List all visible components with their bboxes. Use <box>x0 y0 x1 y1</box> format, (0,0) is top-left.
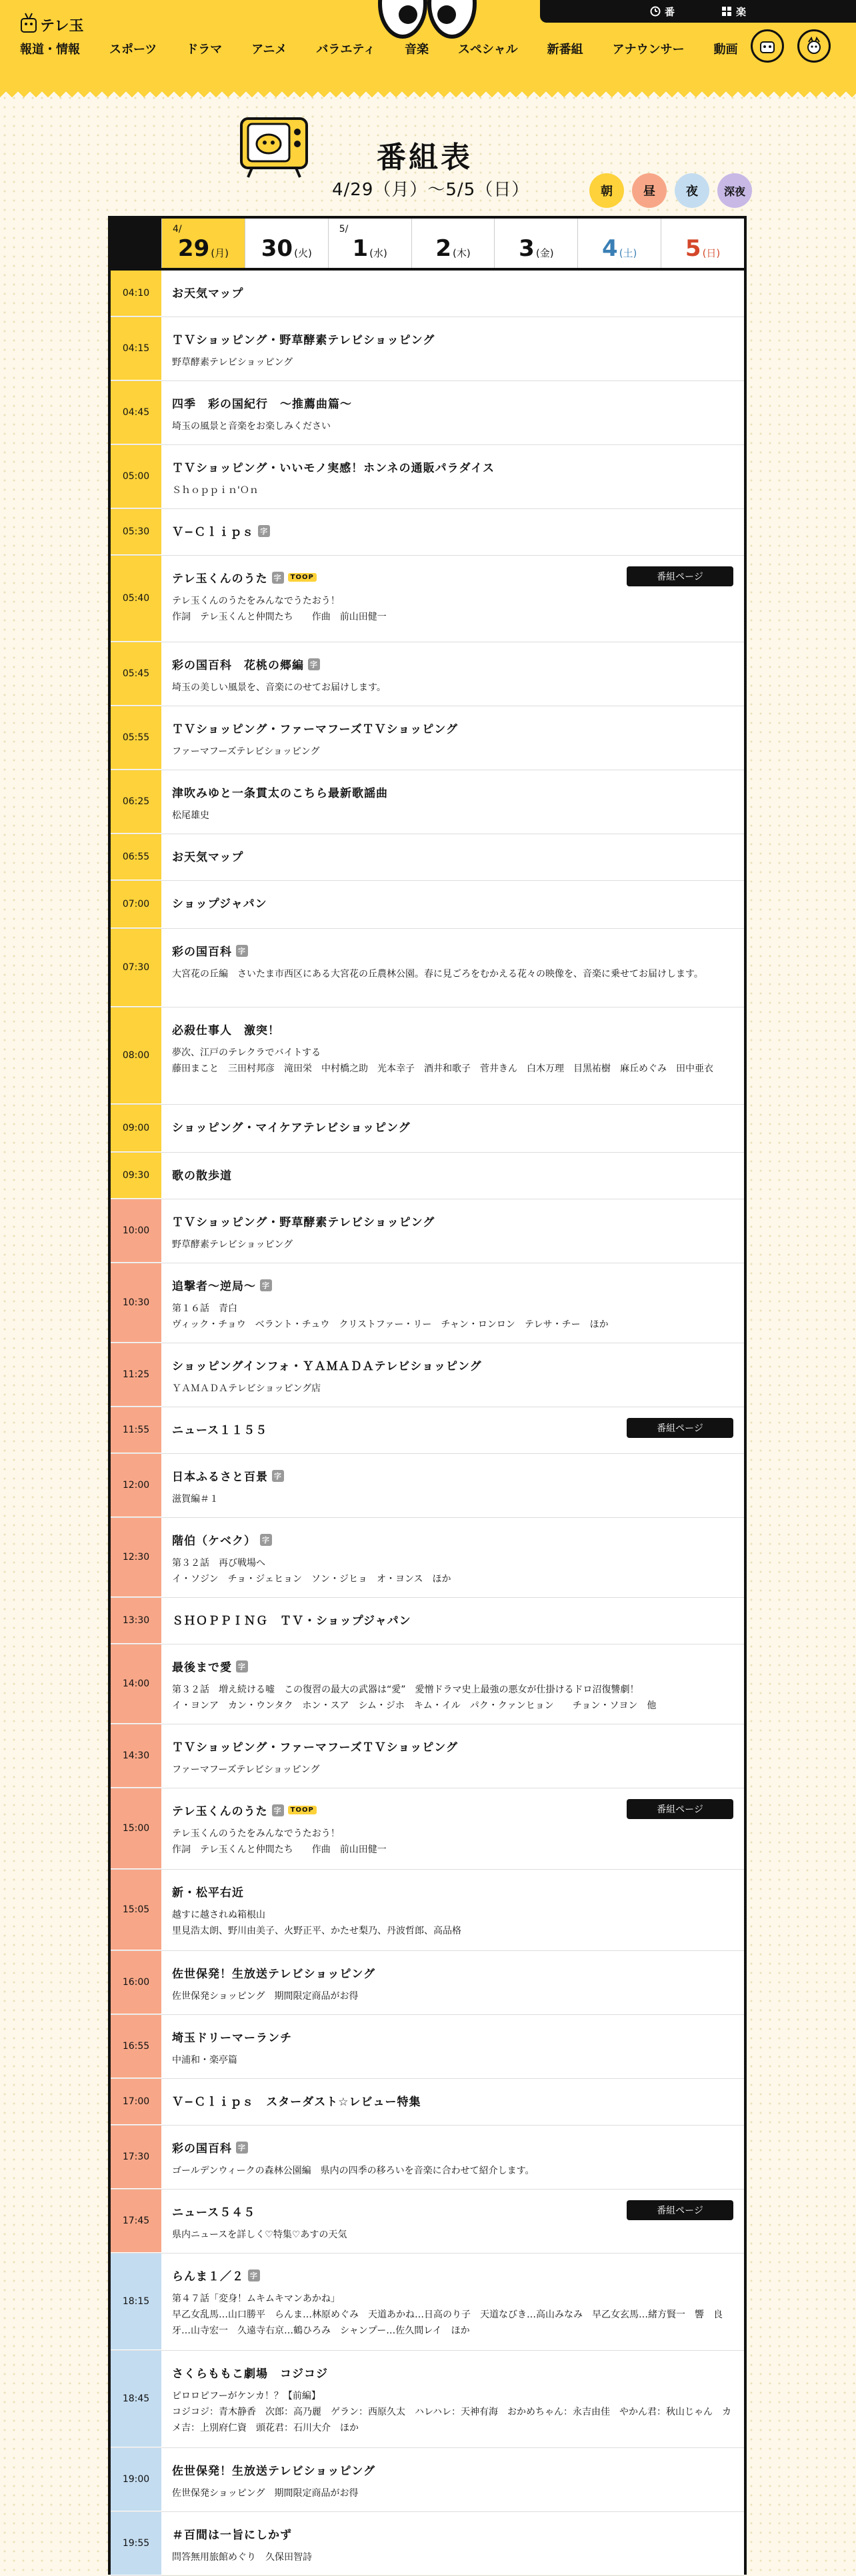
program-credits: ヴィック・チョウ ベラント・チュウ クリストファー・リー チャン・ロンロン テレサ・チー ほか <box>172 1319 609 1330</box>
page-title: 番組表 <box>377 141 473 175</box>
program-body <box>161 2126 744 2189</box>
program-description: ファーマフーズテレビショッピング <box>172 1764 320 1775</box>
program-title-text[interactable]: 彩の国百科 花桃の郷編 <box>172 659 304 672</box>
program-row[interactable] <box>111 1951 744 2015</box>
site-logo-text: テレ玉 <box>40 18 84 35</box>
program-title-text[interactable]: ニュース１１５５ <box>172 1424 268 1437</box>
topbar-schedule-label: 番 <box>664 5 675 18</box>
nav-drama[interactable]: ドラマ <box>186 43 223 57</box>
day-tabs <box>111 219 744 271</box>
program-description: 中浦和・楽亭篇 <box>172 2055 237 2066</box>
program-row[interactable] <box>111 770 744 834</box>
program-body <box>161 509 744 555</box>
program-time: 17:30 <box>111 2126 161 2189</box>
program-row[interactable] <box>111 1199 744 1263</box>
program-row[interactable] <box>111 1153 744 1199</box>
day-weekday: (日) <box>702 247 721 259</box>
day-tab-0430[interactable] <box>245 219 328 268</box>
program-title <box>172 1467 733 1484</box>
program-description: ファーマフーズテレビショッピング <box>172 746 320 757</box>
day-tab-0502[interactable] <box>411 219 495 268</box>
program-time: 18:45 <box>111 2351 161 2447</box>
program-title <box>172 2364 733 2381</box>
program-time: 05:45 <box>111 642 161 706</box>
program-time: 16:00 <box>111 1951 161 2014</box>
program-row[interactable] <box>111 1870 744 1951</box>
program-description: 野草酵素テレビショッピング <box>172 1239 293 1250</box>
day-tab-0505[interactable] <box>661 219 744 268</box>
program-description: 佐世保発ショッピング 期間限定商品がお得 <box>172 1991 359 2002</box>
program-description: 松尾雄史 <box>172 810 209 821</box>
subtitle-badge: 字 <box>236 2142 248 2154</box>
topbar-schedule-link[interactable] <box>650 5 675 19</box>
site-header <box>0 0 856 87</box>
program-row[interactable] <box>111 381 744 445</box>
program-time: 05:40 <box>111 556 161 642</box>
program-time: 12:30 <box>111 1518 161 1597</box>
nav-sports[interactable]: スポーツ <box>109 43 157 57</box>
telekun-face-icon <box>758 37 777 55</box>
program-row[interactable] <box>111 706 744 770</box>
program-title <box>172 2267 733 2283</box>
mascot-icon[interactable] <box>797 29 831 63</box>
day-weekday: (木) <box>452 247 471 259</box>
subtitle-badge: 字 <box>260 1534 272 1546</box>
program-title <box>172 1883 733 1900</box>
subtitle-badge: 字 <box>236 1660 248 1672</box>
program-body <box>161 556 744 642</box>
program-title-text[interactable]: 歌の散歩道 <box>172 1169 232 1183</box>
clock-icon <box>650 6 661 17</box>
program-row[interactable] <box>111 556 744 642</box>
tver-badge: TOOP <box>288 573 317 582</box>
program-title-text[interactable]: Ｖ−Ｃｌｉｐｓ <box>172 526 255 539</box>
program-title-text[interactable]: 四季 彩の国紀行 〜推薦曲篇〜 <box>172 398 352 411</box>
period-daytime-button[interactable]: 昼 <box>632 173 667 208</box>
program-time: 04:10 <box>111 271 161 317</box>
program-body <box>161 706 744 770</box>
program-title-text[interactable]: ショップジャパン <box>172 898 267 911</box>
subtitle-badge: 字 <box>236 945 248 957</box>
program-title <box>172 1658 733 1674</box>
program-time: 09:00 <box>111 1105 161 1152</box>
telekun-icon[interactable] <box>751 29 784 63</box>
program-row[interactable] <box>111 1724 744 1788</box>
program-description: ピロロピフーがケンカ！？【前編】 <box>172 2391 321 2401</box>
program-title-text[interactable]: ショッピング・マイケアテレビショッピング <box>172 1121 411 1135</box>
program-time: 14:00 <box>111 1644 161 1724</box>
program-body <box>161 2254 744 2350</box>
telekun-logo-icon <box>19 11 39 37</box>
nav-icon-group <box>751 29 831 63</box>
program-title <box>172 2139 733 2156</box>
program-title-text[interactable]: テレ玉くんのうた <box>172 572 268 586</box>
program-title-text[interactable]: お天気マップ <box>172 851 244 864</box>
program-credits: 里見浩太朗、野川由美子、火野正平、かたせ梨乃、丹波哲郎、高品格 <box>172 1925 461 1936</box>
day-number: 3 <box>519 235 535 262</box>
program-body <box>161 1951 744 2014</box>
program-time: 11:55 <box>111 1407 161 1453</box>
subtitle-badge: 字 <box>272 1470 284 1482</box>
program-time: 12:00 <box>111 1454 161 1517</box>
program-body <box>161 2512 744 2575</box>
program-body <box>161 1644 744 1724</box>
program-time: 15:05 <box>111 1870 161 1950</box>
program-time: 04:45 <box>111 381 161 444</box>
program-time: 06:25 <box>111 770 161 834</box>
program-row[interactable] <box>111 2126 744 2190</box>
program-title-text[interactable]: ＴＶショッピング・ファーマフーズＴＶショッピング <box>172 723 458 736</box>
program-body <box>161 271 744 317</box>
program-row[interactable] <box>111 2015 744 2079</box>
program-body <box>161 881 744 928</box>
program-title-text[interactable]: ＴＶショッピング・野草酵素テレビショッピング <box>172 334 435 347</box>
retro-tv-icon <box>237 115 311 179</box>
program-title-text[interactable]: 彩の国百科 <box>172 2142 232 2156</box>
program-row[interactable] <box>111 2079 744 2126</box>
program-title-text[interactable]: ＴＶショッピング・ファーマフーズＴＶショッピング <box>172 1741 458 1754</box>
program-title-text[interactable]: さくらももこ劇場 コジコジ <box>172 2367 328 2381</box>
program-time: 14:30 <box>111 1724 161 1788</box>
program-body <box>161 2351 744 2447</box>
program-title <box>172 2092 733 2109</box>
program-title <box>172 2028 733 2045</box>
program-credits: 作詞 テレ玉くんと仲間たち 作曲 前山田健一 <box>172 1844 387 1855</box>
program-body <box>161 381 744 444</box>
program-title <box>172 394 733 411</box>
program-title-text[interactable]: 階伯（ケベク） <box>172 1535 256 1548</box>
program-body <box>161 834 744 880</box>
program-body <box>161 1007 744 1104</box>
grid-icon <box>721 6 732 17</box>
nav-announcer[interactable]: アナウンサー <box>612 43 685 57</box>
program-title <box>172 1611 733 1628</box>
day-number: 4 <box>602 235 618 262</box>
top-utility-bar <box>540 0 856 23</box>
program-title <box>172 522 733 539</box>
program-title-text[interactable]: 彩の国百科 <box>172 946 232 959</box>
program-time: 07:00 <box>111 881 161 928</box>
program-time: 07:30 <box>111 929 161 1007</box>
program-body <box>161 770 744 834</box>
program-description: 佐世保発ショッピング 期間限定商品がお得 <box>172 2488 359 2499</box>
program-body <box>161 1343 744 1407</box>
program-title-text[interactable]: らんま１／２ <box>172 2270 244 2283</box>
program-title-text[interactable]: ニュース５４５ <box>172 2206 256 2220</box>
program-title <box>172 330 733 347</box>
program-time: 05:30 <box>111 509 161 555</box>
topbar-music-label: 楽 <box>736 5 747 18</box>
program-description: 第４７話「変身！ムキムキマンあかね」 <box>172 2293 340 2304</box>
program-page-button[interactable]: 番組ページ <box>627 1418 733 1438</box>
program-row[interactable] <box>111 445 744 509</box>
program-row[interactable] <box>111 929 744 1007</box>
program-credits: 藤田まこと 三田村邦彦 滝田栄 中村橋之助 光本幸子 酒井和歌子 菅井きん 白木万理 目黒祐樹 麻丘めぐみ 田中亜衣 <box>172 1063 713 1074</box>
subtitle-badge: 字 <box>260 1279 272 1291</box>
program-title-text[interactable]: ＴＶショッピング・野草酵素テレビショッピング <box>172 1216 435 1229</box>
program-time: 10:00 <box>111 1199 161 1263</box>
day-month: 5/ <box>339 224 349 235</box>
program-description: 第３２話 再び戦場へ <box>172 1558 265 1569</box>
program-description: ＹＡＭＡＤＡテレビショッピング店 <box>172 1383 321 1394</box>
subtitle-badge: 字 <box>248 2269 260 2281</box>
day-tab-0503[interactable] <box>494 219 577 268</box>
period-morning-button[interactable]: 朝 <box>589 173 624 208</box>
program-row[interactable] <box>111 271 744 317</box>
program-title <box>172 784 733 800</box>
day-number: 1 <box>352 235 369 262</box>
site-logo[interactable] <box>19 11 92 37</box>
program-title <box>172 894 733 911</box>
program-page-button[interactable]: 番組ページ <box>627 2200 733 2220</box>
period-evening-button[interactable]: 夜 <box>675 173 709 208</box>
program-title-text[interactable]: お天気マップ <box>172 287 244 301</box>
program-description: 県内ニュースを詳しく♡特集♡あすの天気 <box>172 2230 347 2240</box>
program-title <box>172 284 733 301</box>
program-row[interactable] <box>111 1407 744 1454</box>
day-tab-0501[interactable] <box>328 219 411 268</box>
program-time: 19:55 <box>111 2512 161 2575</box>
program-title <box>172 458 733 475</box>
subtitle-badge: 字 <box>272 572 284 584</box>
day-weekday: (火) <box>294 247 312 259</box>
program-body <box>161 2015 744 2078</box>
program-row[interactable] <box>111 2190 744 2254</box>
program-time: 04:15 <box>111 317 161 380</box>
program-row[interactable] <box>111 1518 744 1598</box>
program-title <box>172 1213 733 1229</box>
day-weekday: (土) <box>619 247 637 259</box>
program-title <box>172 1357 733 1373</box>
program-title-text[interactable]: 追撃者〜逆局〜 <box>172 1280 256 1293</box>
program-title <box>172 2461 733 2478</box>
program-row[interactable] <box>111 317 744 381</box>
program-title-text[interactable]: ショッピングインフォ・ＹＡＭＡＤＡテレビショッピング <box>172 1360 482 1373</box>
subtitle-badge: 字 <box>258 525 270 537</box>
program-body <box>161 1788 744 1869</box>
program-title-text[interactable]: Ｖ−Ｃｌｉｐｓ スターダスト☆レビュー特集 <box>172 2096 421 2109</box>
program-body <box>161 1870 744 1950</box>
program-row[interactable] <box>111 1644 744 1724</box>
day-number: 29 <box>177 235 210 262</box>
program-body <box>161 1199 744 1263</box>
program-title-text[interactable]: 新・松平右近 <box>172 1886 244 1900</box>
program-description: 滋賀編＃１ <box>172 1494 219 1505</box>
program-description: Ｓｈｏｐｐｉｎ'Ｏｎ <box>172 485 259 496</box>
subtitle-badge: 字 <box>272 1804 284 1816</box>
program-description: 問答無用旅館めぐり 久保田智詩 <box>172 2552 312 2563</box>
program-time: 06:55 <box>111 834 161 880</box>
program-body <box>161 1598 744 1644</box>
nav-music[interactable]: 音楽 <box>404 43 429 57</box>
day-tab-0504[interactable] <box>577 219 661 268</box>
program-title <box>172 1021 733 1037</box>
program-body <box>161 1407 744 1453</box>
day-weekday: (月) <box>211 247 229 259</box>
nav-video[interactable]: 動画 <box>713 43 738 57</box>
program-body <box>161 2448 744 2511</box>
program-row[interactable] <box>111 1007 744 1105</box>
program-row[interactable] <box>111 2351 744 2448</box>
program-time: 09:30 <box>111 1153 161 1199</box>
program-time: 18:15 <box>111 2254 161 2350</box>
program-body <box>161 1454 744 1517</box>
program-description: 大宮花の丘編 さいたま市西区にある大宮花の丘農林公園。春に見ごろをむかえる花々の映像を、音楽に乗せてお届けします。 <box>172 969 703 979</box>
program-title <box>172 1531 733 1548</box>
program-time: 15:00 <box>111 1788 161 1869</box>
program-row[interactable] <box>111 1105 744 1153</box>
program-body <box>161 1518 744 1597</box>
program-schedule <box>108 216 747 2575</box>
program-body <box>161 929 744 1007</box>
program-title-text[interactable]: 津吹みゆと一条貫太のこちら最新歌謡曲 <box>172 787 388 800</box>
nav-special[interactable]: スペシャル <box>457 43 518 57</box>
program-body <box>161 317 744 380</box>
program-description: テレ玉くんのうたをみんなでうたおう！ <box>172 1828 340 1839</box>
program-title <box>172 720 733 736</box>
program-title <box>172 1277 733 1293</box>
day-weekday: (金) <box>535 247 554 259</box>
program-title-text[interactable]: テレ玉くんのうた <box>172 1805 268 1818</box>
program-title <box>172 942 733 959</box>
program-description: 第１６話 青白 <box>172 1303 237 1314</box>
program-description: 第３２話 増え続ける嘘 この復習の最大の武器は“愛” 愛憎ドラマ史上最強の悪女が仕掛けるドロ沼復讐劇！ <box>172 1684 639 1695</box>
program-time: 17:00 <box>111 2079 161 2125</box>
period-latenight-button[interactable]: 深夜 <box>717 173 752 208</box>
program-time: 17:45 <box>111 2190 161 2253</box>
day-month: 4/ <box>173 224 182 235</box>
program-row[interactable] <box>111 642 744 706</box>
program-description: 夢次、江戸のテレクラでバイトする <box>172 1047 321 1058</box>
program-title <box>172 848 733 864</box>
program-time: 05:55 <box>111 706 161 770</box>
program-title-text[interactable]: ＴＶショッピング・いいモノ実感！ホンネの通販パラダイス <box>172 462 495 475</box>
program-body <box>161 1724 744 1788</box>
program-description: テレ玉くんのうたをみんなでうたおう！ <box>172 596 340 606</box>
program-description: 越すに越されぬ箱根山 <box>172 1910 265 1920</box>
program-title-text[interactable]: 日本ふるさと百景 <box>172 1471 268 1484</box>
day-tabs-corner <box>111 219 161 268</box>
program-title-text[interactable]: 埼玉ドリーマーランチ <box>172 2032 292 2045</box>
program-row[interactable] <box>111 2448 744 2512</box>
program-time: 19:00 <box>111 2448 161 2511</box>
program-body <box>161 642 744 706</box>
program-body <box>161 445 744 508</box>
day-weekday: (水) <box>369 247 387 259</box>
program-title <box>172 1738 733 1754</box>
program-description: 埼玉の美しい風景を、音楽にのせてお届けします。 <box>172 682 386 693</box>
time-period-selector <box>589 173 752 208</box>
subtitle-badge: 字 <box>308 658 320 670</box>
day-number: 5 <box>685 235 701 262</box>
program-title-text[interactable]: 佐世保発！生放送テレビショッピング <box>172 2465 375 2478</box>
program-row[interactable] <box>111 2254 744 2351</box>
program-credits: コジコジ：青木静香 次郎：高乃麗 ゲラン：西原久太 ハレハレ：天神有海 おかめちゃん：永吉由佳 やかん君：秋山じゃん カメ吉：上別府仁資 頭花君：石川大介 ほか <box>172 2406 732 2433</box>
program-description: 野草酵素テレビショッピング <box>172 357 293 368</box>
header-zigzag-edge <box>0 85 856 97</box>
program-credits: 作詞 テレ玉くんと仲間たち 作曲 前山田健一 <box>172 611 387 622</box>
program-title-text[interactable]: 佐世保発！生放送テレビショッピング <box>172 1968 375 1981</box>
program-credits: 早乙女乱馬…山口勝平 らんま…林原めぐみ 天道あかね…日高のり子 天道なびき…高山みなみ 早乙女玄馬…緒方賢一 響 良牙…山寺宏一 久遠寺右京…鶴ひろみ シャンプー…佐久間レイ ほか <box>172 2309 723 2336</box>
program-row[interactable] <box>111 1454 744 1518</box>
program-title <box>172 1964 733 1981</box>
program-body <box>161 1153 744 1199</box>
program-title-text[interactable]: ＃百間は一旨にしかず <box>172 2529 292 2542</box>
program-row[interactable] <box>111 1598 744 1644</box>
program-time: 11:25 <box>111 1343 161 1407</box>
program-title <box>172 2525 733 2542</box>
program-time: 16:55 <box>111 2015 161 2078</box>
mascot-face-icon <box>805 37 823 55</box>
nav-news[interactable]: 報道・情報 <box>20 43 80 57</box>
program-description: ゴールデンウィークの森林公園編 県内の四季の移ろいを音楽に合わせて紹介します。 <box>172 2166 535 2176</box>
program-credits: イ・ヨンア カン・ウンタク ホン・スア シム・ジホ キム・イル パク・クァンヒョン チョン・ソヨン 他 <box>172 1700 657 1711</box>
nav-anime[interactable]: アニメ <box>251 43 287 57</box>
program-row[interactable] <box>111 881 744 929</box>
program-row[interactable] <box>111 1788 744 1870</box>
program-title <box>172 1118 733 1135</box>
program-page-button[interactable]: 番組ページ <box>627 1799 733 1819</box>
program-body <box>161 1105 744 1152</box>
day-number: 30 <box>261 235 293 262</box>
program-body <box>161 2079 744 2125</box>
eyes-mascot-icon <box>377 0 477 40</box>
main-nav <box>20 40 747 60</box>
program-time: 05:00 <box>111 445 161 508</box>
program-title-text[interactable]: 必殺仕事人 激突！ <box>172 1024 280 1037</box>
nav-new-programs[interactable]: 新番組 <box>547 43 583 57</box>
nav-variety[interactable]: バラエティ <box>316 43 375 57</box>
day-tab-0429[interactable] <box>161 219 245 268</box>
program-time: 13:30 <box>111 1598 161 1644</box>
program-time: 08:00 <box>111 1007 161 1104</box>
program-title-text[interactable]: 最後まで愛 <box>172 1661 232 1674</box>
program-row[interactable] <box>111 509 744 556</box>
tver-badge: TOOP <box>288 1806 317 1814</box>
program-title-text[interactable]: ＳＨＯＰＰＩＮＧ ＴＶ・ショップジャパン <box>172 1614 411 1628</box>
program-row[interactable] <box>111 1263 744 1343</box>
program-title <box>172 656 733 672</box>
topbar-music-link[interactable] <box>721 5 746 19</box>
day-number: 2 <box>435 235 451 262</box>
program-body <box>161 2190 744 2253</box>
program-body <box>161 1263 744 1343</box>
program-row[interactable] <box>111 834 744 881</box>
program-row[interactable] <box>111 1343 744 1407</box>
program-time: 10:30 <box>111 1263 161 1343</box>
date-range: 4/29（月）〜5/5（日） <box>332 180 530 200</box>
program-title <box>172 1166 733 1183</box>
program-description: 埼玉の風景と音楽をお楽しみください <box>172 421 331 432</box>
program-page-button[interactable]: 番組ページ <box>627 566 733 586</box>
program-credits: イ・ソジン チョ・ジェヒョン ソン・ジヒョ オ・ヨンス ほか <box>172 1573 451 1585</box>
